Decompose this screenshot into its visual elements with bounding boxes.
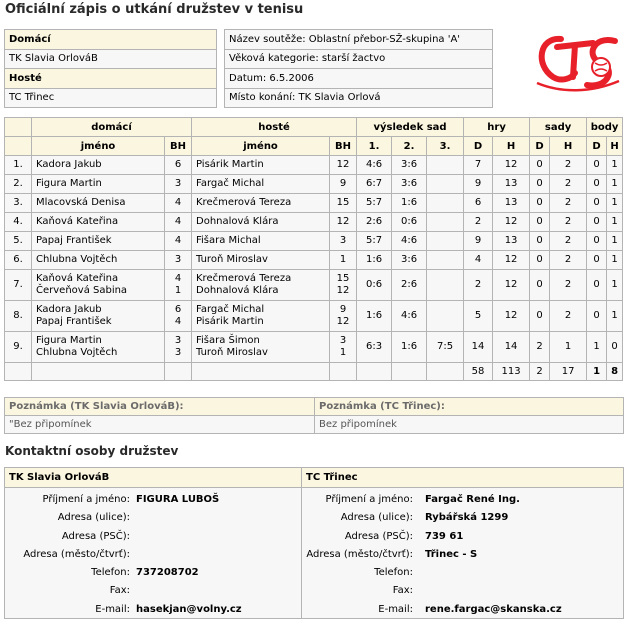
home-player-name <box>32 194 165 213</box>
away-player-bh-line: 12 <box>336 316 350 327</box>
away-player-bh <box>330 194 357 213</box>
home-label: Domácí <box>5 30 217 50</box>
away-player-name <box>192 301 330 332</box>
contact-row <box>5 509 307 527</box>
set2-score: 0:6 <box>392 213 427 232</box>
subheader-points-d: D <box>587 137 607 156</box>
contact-row <box>5 601 307 619</box>
table-row <box>5 251 623 270</box>
points-d: 1 <box>587 332 607 363</box>
contact-row <box>302 509 623 527</box>
away-note-label: Poznámka (TC Třinec): <box>315 398 624 416</box>
home-player-name <box>32 213 165 232</box>
games-h: 12 <box>493 301 530 332</box>
contact-label: Adresa (město/čtvrť): <box>23 548 130 560</box>
row-number: 6. <box>5 251 32 270</box>
set1-score: 6:7 <box>357 175 392 194</box>
competition-info-table <box>224 29 493 108</box>
home-player-bh <box>165 301 192 332</box>
points-h: 1 <box>607 156 623 175</box>
games-d: 14 <box>464 332 493 363</box>
header-away: hosté <box>192 118 357 137</box>
contact-label: Příjmení a jméno: <box>325 494 413 505</box>
away-player-name-line: Pisárik Martin <box>196 159 264 170</box>
subheader-points-h: H <box>607 137 623 156</box>
home-player-name-line: Chlubna Vojtěch <box>36 347 118 358</box>
home-player-bh-line: 3 <box>174 347 182 358</box>
home-player-bh <box>165 332 192 363</box>
points-d: 0 <box>587 213 607 232</box>
match-venue: Místo konání: TK Slavia Orlová <box>225 88 493 108</box>
home-player-bh-line: 6 <box>174 304 182 315</box>
totals-blank <box>165 363 192 381</box>
home-player-name-line: Papaj František <box>36 235 112 246</box>
sets-h: 1 <box>550 332 587 363</box>
away-player-bh <box>330 332 357 363</box>
away-player-name <box>192 175 330 194</box>
header-points: body <box>587 118 623 137</box>
home-player-bh-line: 4 <box>174 273 182 284</box>
contact-row <box>5 528 307 546</box>
points-h: 1 <box>607 301 623 332</box>
away-player-name <box>192 270 330 301</box>
away-player-name-line: Dohnalová Klára <box>196 285 279 296</box>
set1-score: 2:6 <box>357 213 392 232</box>
set3-score <box>427 156 464 175</box>
away-player-bh <box>330 213 357 232</box>
table-row <box>5 156 623 175</box>
contact-label: Telefon: <box>374 567 413 579</box>
away-player-name-line: Krečmerová Tereza <box>196 273 292 284</box>
home-player-name-line: Chlubna Vojtěch <box>36 254 118 265</box>
sets-h: 2 <box>550 175 587 194</box>
away-player-bh <box>330 175 357 194</box>
home-player-bh <box>165 270 192 301</box>
away-player-name-line: Fišara Šimon <box>196 335 260 346</box>
home-player-name-line: Kaňová Kateřina <box>36 273 119 284</box>
away-player-bh-line: 12 <box>336 159 350 170</box>
contact-label: Adresa (PSČ): <box>61 530 130 542</box>
contact-value: Rybářská 1299 <box>425 512 509 524</box>
page-title: Oficiální zápis o utkání družstev v tenisu <box>5 2 304 17</box>
header-sets-result: výsledek sad <box>357 118 464 137</box>
contacts-title: Kontaktní osoby družstev <box>5 444 179 458</box>
set2-score: 4:6 <box>392 301 427 332</box>
games-h: 12 <box>493 270 530 301</box>
table-row <box>5 332 623 363</box>
home-player-bh <box>165 175 192 194</box>
contact-row <box>5 582 307 600</box>
contact-label: Adresa (město/čtvrť): <box>306 548 413 560</box>
away-player-name-line: Fargač Michal <box>196 304 265 315</box>
away-player-name <box>192 213 330 232</box>
home-player-bh-line: 1 <box>174 285 182 296</box>
points-d: 0 <box>587 194 607 213</box>
contact-value: 737208702 <box>136 567 199 579</box>
away-team: TC Třinec <box>5 88 217 108</box>
home-player-bh-line: 3 <box>174 335 182 346</box>
subheader-home-name: jméno <box>32 137 165 156</box>
teams-table <box>4 29 217 108</box>
contact-label: Příjmení a jméno: <box>42 494 130 505</box>
points-d: 0 <box>587 251 607 270</box>
games-h: 13 <box>493 232 530 251</box>
header-home: domácí <box>32 118 192 137</box>
away-player-bh-line: 9 <box>339 178 347 189</box>
contact-label: Fax: <box>392 585 413 597</box>
home-note-label: Poznámka (TK Slavia OrlováB): <box>5 398 315 416</box>
set2-score: 3:6 <box>392 251 427 270</box>
set1-score: 1:6 <box>357 301 392 332</box>
home-player-name-line: Papaj František <box>36 316 112 327</box>
subheader-home-bh: BH <box>165 137 192 156</box>
set2-score: 2:6 <box>392 270 427 301</box>
home-player-name <box>32 232 165 251</box>
home-player-name-line: Figura Martin <box>36 178 102 189</box>
points-d: 0 <box>587 175 607 194</box>
table-row <box>5 175 623 194</box>
home-player-bh <box>165 213 192 232</box>
header-games: hry <box>464 118 530 137</box>
games-d: 5 <box>464 301 493 332</box>
away-player-bh-line: 12 <box>336 216 350 227</box>
home-player-bh-line: 3 <box>174 178 182 189</box>
contact-label: Telefon: <box>91 567 130 579</box>
away-player-bh-line: 3 <box>339 335 347 346</box>
home-player-name <box>32 332 165 363</box>
total-games-h: 113 <box>493 363 530 381</box>
home-team: TK Slavia OrlováB <box>5 49 217 69</box>
games-h: 12 <box>493 156 530 175</box>
contact-row <box>302 582 623 600</box>
subheader-games-d: D <box>464 137 493 156</box>
away-player-name-line: Fargač Michal <box>196 178 265 189</box>
sets-d: 0 <box>530 232 550 251</box>
home-player-name <box>32 301 165 332</box>
row-number: 8. <box>5 301 32 332</box>
set3-score <box>427 251 464 270</box>
total-games-d: 58 <box>464 363 493 381</box>
row-number: 7. <box>5 270 32 301</box>
sets-h: 2 <box>550 213 587 232</box>
competition-name: Název soutěže: Oblastní přebor-SŽ-skupina 'A' <box>225 30 493 50</box>
points-h: 1 <box>607 175 623 194</box>
set3-score <box>427 194 464 213</box>
points-d: 0 <box>587 232 607 251</box>
contact-label: E-mail: <box>95 603 130 615</box>
sets-h: 2 <box>550 251 587 270</box>
sets-h: 2 <box>550 270 587 301</box>
row-number: 5. <box>5 232 32 251</box>
sets-d: 2 <box>530 332 550 363</box>
games-d: 9 <box>464 232 493 251</box>
set3-score <box>427 301 464 332</box>
points-d: 0 <box>587 156 607 175</box>
sets-d: 0 <box>530 175 550 194</box>
contact-away-box <box>301 467 624 619</box>
subheader-games-h: H <box>493 137 530 156</box>
away-player-bh-line: 15 <box>336 197 350 208</box>
home-player-bh-line: 3 <box>174 254 182 265</box>
set3-score <box>427 270 464 301</box>
games-d: 9 <box>464 175 493 194</box>
away-player-bh-line: 1 <box>339 254 347 265</box>
set1-score: 1:6 <box>357 251 392 270</box>
away-player-name-line: Fišara Michal <box>196 235 261 246</box>
contact-label: Fax: <box>109 585 130 597</box>
totals-row <box>5 363 623 381</box>
away-player-name-line: Krečmerová Tereza <box>196 197 292 208</box>
sets-d: 0 <box>530 270 550 301</box>
sets-d: 0 <box>530 301 550 332</box>
sets-d: 0 <box>530 213 550 232</box>
away-player-bh-line: 1 <box>339 347 347 358</box>
club-logo <box>531 27 626 97</box>
contact-label: Adresa (PSČ): <box>344 530 413 542</box>
subheader-away-name: jméno <box>192 137 330 156</box>
points-d: 0 <box>587 301 607 332</box>
total-sets-h: 17 <box>550 363 587 381</box>
contact-label: Adresa (ulice): <box>340 512 413 524</box>
contact-value: rene.fargac@skanska.cz <box>425 603 562 615</box>
away-player-bh-line: 12 <box>336 285 350 296</box>
home-player-bh <box>165 232 192 251</box>
notes-table <box>4 397 624 434</box>
contact-label: E-mail: <box>378 603 413 615</box>
home-player-bh-line: 4 <box>174 235 182 246</box>
table-row <box>5 301 623 332</box>
home-note-text: "Bez připomínek <box>5 416 315 434</box>
subheader-set2: 2. <box>392 137 427 156</box>
sets-d: 0 <box>530 194 550 213</box>
set3-score <box>427 175 464 194</box>
games-d: 7 <box>464 156 493 175</box>
totals-blank <box>357 363 392 381</box>
sets-h: 2 <box>550 301 587 332</box>
away-player-name-line: Turoň Miroslav <box>196 254 268 265</box>
set1-score: 5:7 <box>357 194 392 213</box>
home-player-name <box>32 251 165 270</box>
set3-score <box>427 232 464 251</box>
contact-row <box>5 491 307 509</box>
contact-row <box>302 528 623 546</box>
home-player-bh-line: 4 <box>174 316 182 327</box>
subheader-sets-d: D <box>530 137 550 156</box>
table-row <box>5 213 623 232</box>
totals-blank <box>392 363 427 381</box>
age-category: Věková kategorie: starší žactvo <box>225 49 493 69</box>
away-player-name <box>192 251 330 270</box>
points-d: 0 <box>587 270 607 301</box>
subheader-blank <box>5 137 32 156</box>
table-row <box>5 232 623 251</box>
away-player-bh <box>330 251 357 270</box>
points-h: 1 <box>607 213 623 232</box>
table-row <box>5 194 623 213</box>
contact-away-team: TC Třinec <box>302 468 623 488</box>
home-player-name-line: Kaňová Kateřina <box>36 216 119 227</box>
home-player-bh <box>165 251 192 270</box>
away-player-name <box>192 156 330 175</box>
table-row <box>5 270 623 301</box>
home-player-name-line: Figura Martin <box>36 335 102 346</box>
away-player-bh <box>330 156 357 175</box>
away-player-name-line: Turoň Miroslav <box>196 347 268 358</box>
sets-h: 2 <box>550 194 587 213</box>
contact-home-team: TK Slavia OrlováB <box>5 468 307 488</box>
subheader-away-bh: BH <box>330 137 357 156</box>
home-player-bh-line: 4 <box>174 216 182 227</box>
games-d: 2 <box>464 270 493 301</box>
contact-row <box>5 546 307 564</box>
contact-value: 739 61 <box>425 530 464 542</box>
total-points-h: 8 <box>607 363 623 381</box>
row-number: 9. <box>5 332 32 363</box>
matches-table <box>4 117 623 381</box>
points-h: 1 <box>607 194 623 213</box>
set2-score: 4:6 <box>392 232 427 251</box>
away-player-bh-line: 15 <box>336 273 350 284</box>
points-h: 1 <box>607 270 623 301</box>
games-d: 2 <box>464 213 493 232</box>
contact-row <box>302 491 623 509</box>
home-player-name <box>32 270 165 301</box>
away-player-bh-line: 3 <box>339 235 347 246</box>
points-h: 0 <box>607 332 623 363</box>
home-player-name-line: Červeňová Sabina <box>36 285 128 296</box>
row-number: 4. <box>5 213 32 232</box>
points-h: 1 <box>607 232 623 251</box>
subheader-set3: 3. <box>427 137 464 156</box>
away-player-bh-line: 9 <box>339 304 347 315</box>
contact-label: Adresa (ulice): <box>57 512 130 524</box>
games-h: 13 <box>493 194 530 213</box>
games-h: 12 <box>493 213 530 232</box>
totals-blank <box>5 363 32 381</box>
row-number: 2. <box>5 175 32 194</box>
set2-score: 3:6 <box>392 175 427 194</box>
contact-row <box>302 546 623 564</box>
away-player-bh <box>330 232 357 251</box>
row-number: 1. <box>5 156 32 175</box>
total-points-d: 1 <box>587 363 607 381</box>
sets-d: 0 <box>530 251 550 270</box>
away-player-name-line: Dohnalová Klára <box>196 216 279 227</box>
contact-value: Třinec - S <box>425 548 478 560</box>
totals-blank <box>427 363 464 381</box>
totals-blank <box>32 363 165 381</box>
contact-value: hasekjan@volny.cz <box>136 603 242 615</box>
set1-score: 5:7 <box>357 232 392 251</box>
away-player-name-line: Pisárik Martin <box>196 316 264 327</box>
contact-row <box>5 564 307 582</box>
contact-value: Fargač René Ing. <box>425 494 520 505</box>
away-player-bh <box>330 301 357 332</box>
home-player-name-line: Kadora Jakub <box>36 304 102 315</box>
games-d: 4 <box>464 251 493 270</box>
set2-score: 1:6 <box>392 332 427 363</box>
subheader-set1: 1. <box>357 137 392 156</box>
set2-score: 3:6 <box>392 156 427 175</box>
set3-score: 7:5 <box>427 332 464 363</box>
contact-row <box>302 601 623 619</box>
set3-score <box>427 213 464 232</box>
home-player-name <box>32 175 165 194</box>
contact-home-box <box>4 467 308 619</box>
sets-h: 2 <box>550 232 587 251</box>
home-player-name-line: Mlacovská Denisa <box>36 197 126 208</box>
total-sets-d: 2 <box>530 363 550 381</box>
games-h: 14 <box>493 332 530 363</box>
away-label: Hosté <box>5 69 217 89</box>
header-blank <box>5 118 32 137</box>
away-player-name <box>192 332 330 363</box>
set1-score: 6:3 <box>357 332 392 363</box>
home-player-name <box>32 156 165 175</box>
away-player-name <box>192 194 330 213</box>
away-note-text: Bez připomínek <box>315 416 624 434</box>
header-sets: sady <box>530 118 587 137</box>
home-player-name-line: Kadora Jakub <box>36 159 102 170</box>
away-player-name <box>192 232 330 251</box>
games-h: 12 <box>493 251 530 270</box>
home-player-bh-line: 6 <box>174 159 182 170</box>
contact-value: FIGURA LUBOŠ <box>136 494 220 505</box>
points-h: 1 <box>607 251 623 270</box>
subheader-sets-h: H <box>550 137 587 156</box>
row-number: 3. <box>5 194 32 213</box>
totals-blank <box>192 363 330 381</box>
sets-d: 0 <box>530 156 550 175</box>
set2-score: 1:6 <box>392 194 427 213</box>
home-player-bh <box>165 194 192 213</box>
totals-blank <box>330 363 357 381</box>
games-h: 13 <box>493 175 530 194</box>
match-date: Datum: 6.5.2006 <box>225 69 493 89</box>
away-player-bh <box>330 270 357 301</box>
home-player-bh <box>165 156 192 175</box>
sets-h: 2 <box>550 156 587 175</box>
set1-score: 0:6 <box>357 270 392 301</box>
set1-score: 4:6 <box>357 156 392 175</box>
contact-row <box>302 564 623 582</box>
home-player-bh-line: 4 <box>174 197 182 208</box>
games-d: 6 <box>464 194 493 213</box>
